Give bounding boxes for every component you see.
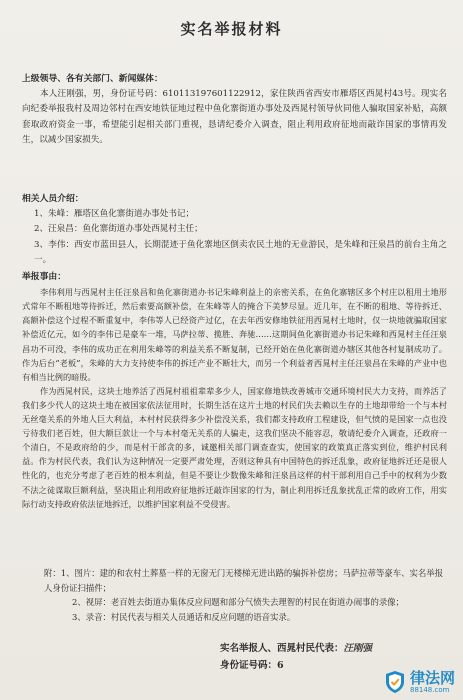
document-title: 实名举报材料 bbox=[180, 20, 283, 38]
salutation-block bbox=[22, 72, 447, 148]
signature-line-2 bbox=[220, 657, 372, 674]
signer-name: 汪刚强 bbox=[343, 643, 373, 654]
person-item: 2、汪泉昌：鱼化寨街道办事处西晁村主任； bbox=[34, 224, 203, 235]
facts-heading: 举报事由： bbox=[22, 272, 66, 282]
attachment-item: 3、录音：村民代表与相关人员通话和反应问题的语音实录。 bbox=[72, 611, 296, 622]
attachments-heading: 附：1、图片：建的和农村土葬墓一样的无窗无门无楼梯无进出路的骗拆补偿房；马萨拉蒂等豪车、实名举报人身份证扫描件； bbox=[44, 568, 443, 593]
intro-paragraph: 本人汪刚强，男，身份证号码：610113197601122912，家住陕西省西安市雁塔区西晁村43号。现实名向纪委举报我村及周边邻村在西安地铁征地过程中鱼化寨街道办事处及西晁村领导伙同他人骗取国家补贴，高额套取政府资金一事，希望能引起相关部门重视，恳请纪委介入调查，阻止利用政府征地而敲诈国家的事情再发生，以减少国家损失。 bbox=[22, 89, 447, 145]
id-value: 6 bbox=[277, 660, 284, 671]
id-label: 身份证号码： bbox=[220, 660, 278, 671]
salutation: 上级领导、各有关部门、新闻媒体： bbox=[22, 74, 163, 84]
facts-paragraph: 作为西晁村民，这块土地养活了西晁村祖祖辈辈多少人，国家修地铁改善城市交通环境村民大力支持，而养活了我们多少代人的这块土地在被国家依法征用时，长期生活在这片土地的村民们失去赖以生存的土地却带给一个与本村无丝毫关系的外地人巨大利益，本村村民获得多少补偿没关系，我们都支持政府工程建设，但气愤的是国家一点也没亏待我们老百姓，但大额巨款让一个与本村毫无关系的人骗走，这我们坚决不能容忍，敬请纪委介入调查，还政府一个清白，不是政府给的少，而是村干部贪的多，诚邀相关部门调查查实，使国家的政策真正落实到位，维护村民利益。作为村民代表，我们认为这种情况一定要严肃处理，否则这种具有中国特色的拆迁乱象，政府征地拆迁还是很人性化的，也充分考虑了老百姓的根本利益，但是不要让少数像朱峰和汪泉昌这样的村干部利用自己手中的权利为少数不法之徒谋取巨额利益，坚决阻止利用政府征地拆迁敲诈国家的行为，制止利用拆迁乱象扰乱正常的政府工作，用实际行动支持政府依法征地拆迁，以维护国家利益不受侵害。 bbox=[22, 385, 447, 509]
shield-logo-icon bbox=[384, 670, 406, 694]
watermark-name: 律法网 bbox=[409, 668, 455, 687]
person-item: 1、朱峰：雁塔区鱼化寨街道办事处书记； bbox=[34, 209, 195, 220]
signature-block bbox=[220, 640, 372, 674]
person-item: 3、李伟：西安市蓝田县人，长期混迹于鱼化寨地区倒卖农民土地的无业游民，是朱峰和汪泉昌的前台主角之一。 bbox=[34, 239, 447, 265]
attachment-item: 2、视屏：老百姓去街道办集体反应问题和部分气愤失去理智的村民在街道办闹事的录像； bbox=[72, 597, 404, 608]
facts-paragraph: 李伟利用与西晁村主任汪泉昌和鱼化寨街道办书记朱峰利益上的亲密关系，在鱼化寨辖区多个村庄以租用土地形式常年不断租地等待拆迁，然后索要高额补偿，在朱峰等人的掩合下美梦尽显。近几年，在不断的租地、等待拆迁、高额补偿这个过程不断重复中，李伟等人已经资产过亿，在去年西安修地铁征用西晁村土地时，仅一块地就骗取国家补偿近亿元，如今的李伟已是豪车一堆，马萨拉蒂、揽胜、奔驰……这期间鱼化寨街道办书记朱峰和西晁村主任汪泉昌功不可没，李伟的成功正在利用朱峰等的利益关系不断复制，已经开始在鱼化寨街道办辖区其他各村复制成功了。作为后台“老板”，朱峰的大力支持使李伟的拆迁产业不断壮大，而另一个利益者西晁村主任汪泉昌在朱峰的产业中也有相当比例的暗股。 bbox=[22, 287, 447, 382]
site-watermark bbox=[384, 670, 455, 694]
persons-section bbox=[22, 192, 447, 268]
signer-label: 实名举报人、西晁村民代表： bbox=[220, 643, 344, 654]
signature-line-1 bbox=[220, 640, 372, 657]
facts-section bbox=[22, 270, 447, 511]
watermark-site: 88148.com bbox=[409, 685, 450, 694]
attachments-section bbox=[22, 566, 447, 624]
persons-heading: 相关人员介绍： bbox=[22, 194, 84, 204]
